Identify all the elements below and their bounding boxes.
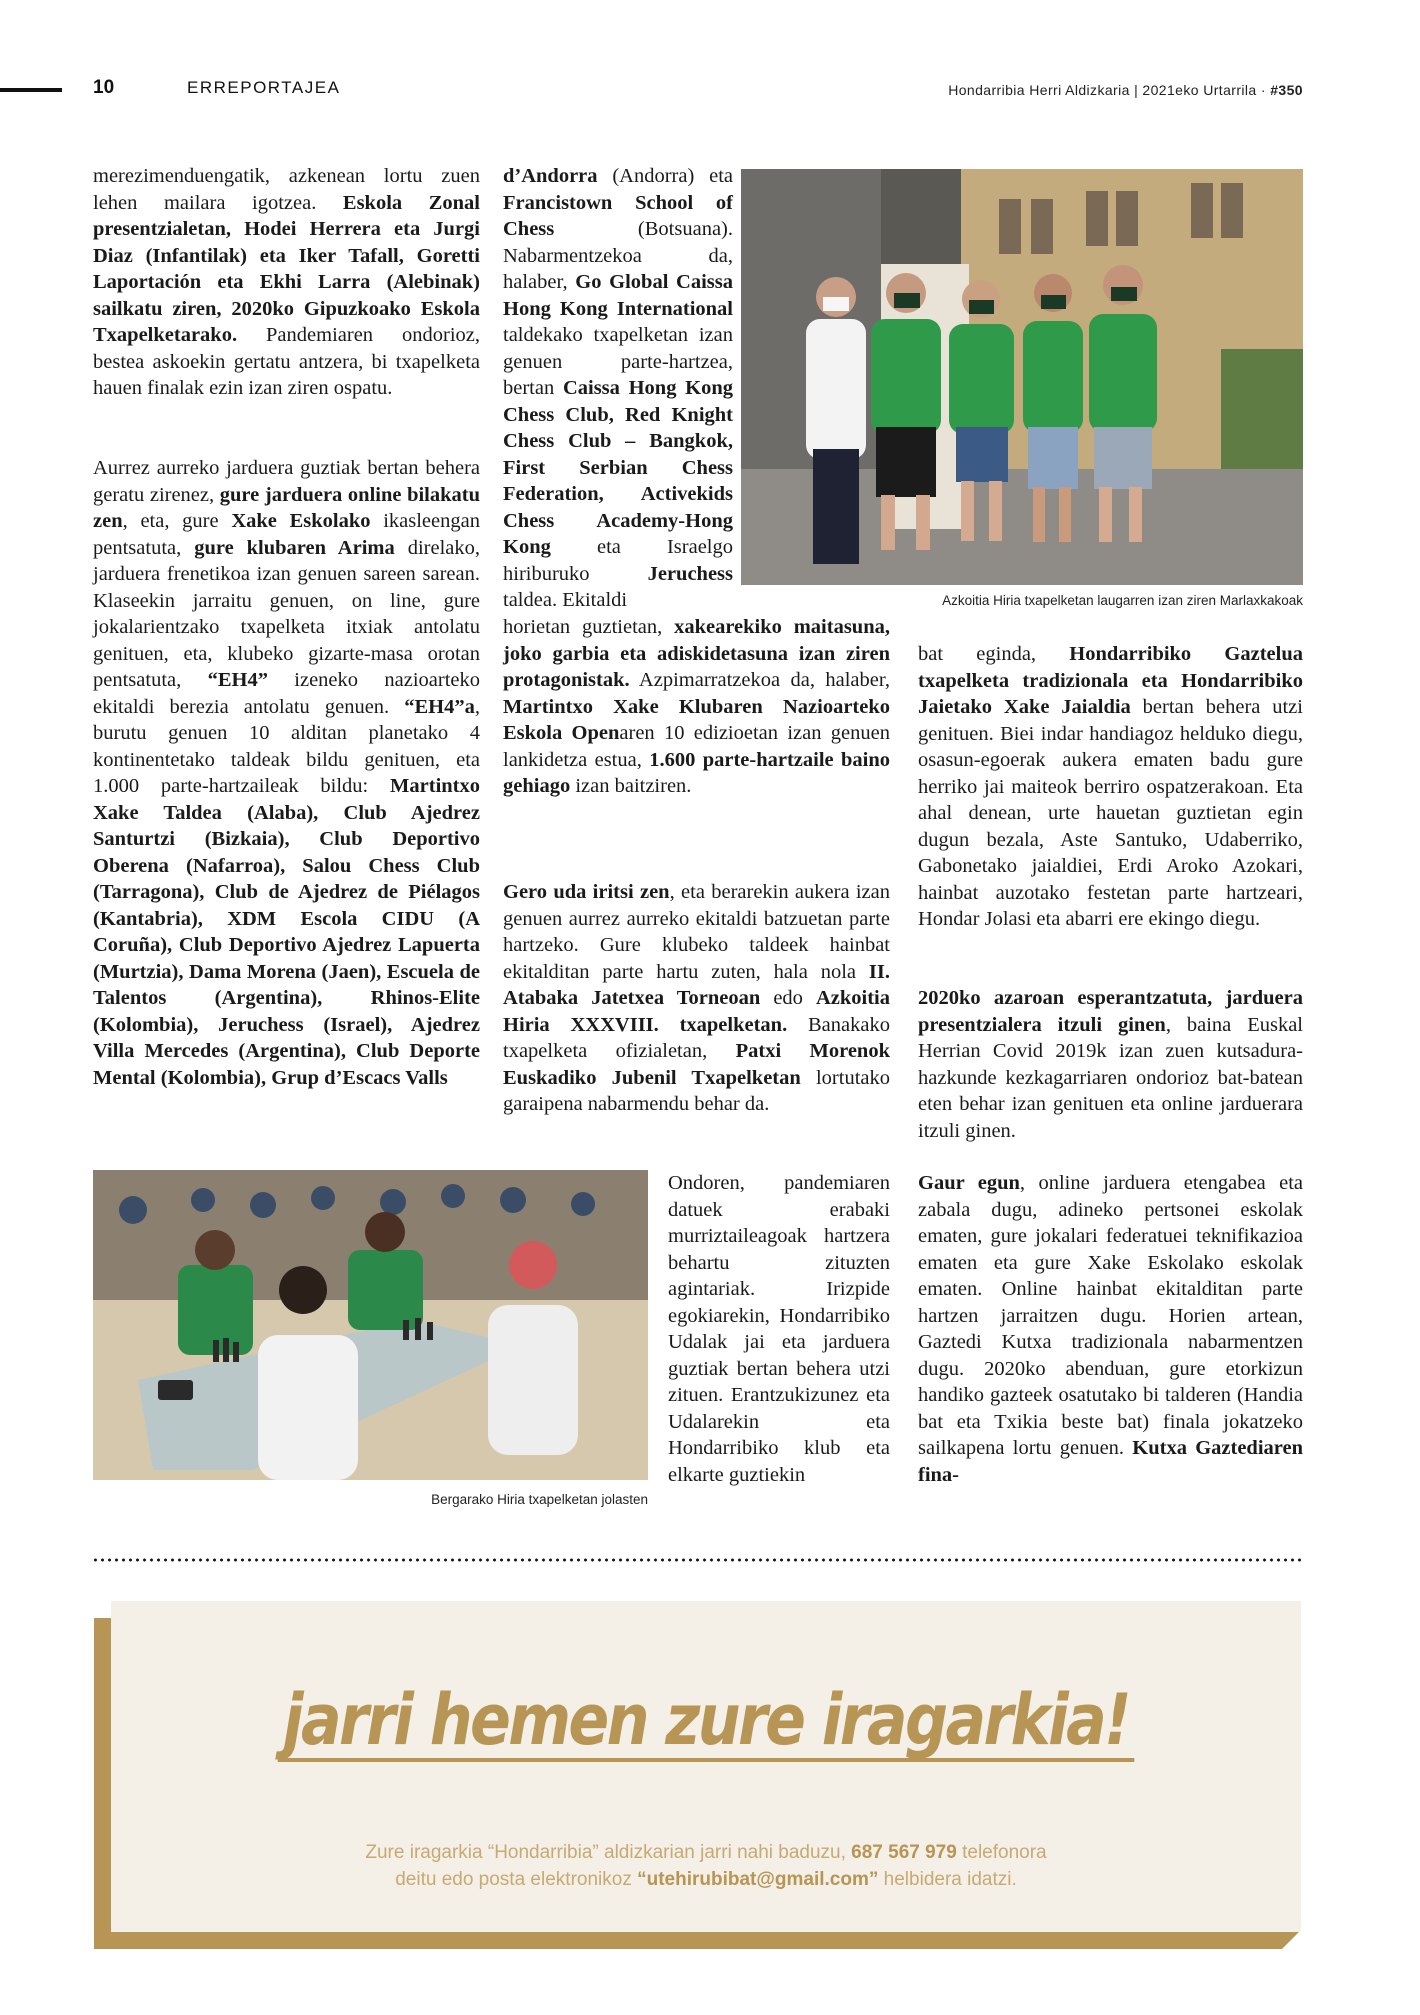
ad-phone[interactable]: 687 567 979 — [851, 1842, 957, 1863]
page-number: 10 — [93, 77, 115, 98]
text-run: eta Israelgo hiriburuko — [503, 536, 733, 585]
team-photo-caption: Azkoitia Hiria txapelketan laugarren izan ziren Marlaxkakoak — [942, 593, 1303, 608]
text-run: , eta, gure — [122, 510, 232, 532]
bold-text-run: d’Andorra — [503, 165, 598, 187]
section-title: ERREPORTAJEA — [187, 78, 341, 97]
text-run: lortutako garaipena nabarmendu behar da. — [503, 1066, 890, 1115]
article-col3-para2 — [918, 985, 1303, 1144]
text-run: Ondoren, pandemiaren datuek erabaki murriztaileagoak hartzera behartu zituzten agintariak. Irizpide egokiarekin, Hondarribiko Udalak jai eta jarduera guztiak bertan behera utzi zituen. Erantzukizunez eta Udalarekin eta Hondarribiko klub eta elkarte guztiekin — [668, 1172, 890, 1486]
bold-text-run: Hondarribiko Gaztelua txapelketa tradizionala eta Hondarribiko Jaietako Xake Jaialdia — [918, 643, 1303, 718]
text-run: izan baitziren. — [570, 775, 692, 797]
text-run: Banakako txapelketa ofizialetan, — [503, 1013, 890, 1062]
bold-text-run: Martintxo Xake Taldea (Alaba), Club Ajedrez Santurtzi (Bizkaia), Club Deportivo Oberena (Nafarroa), Salou Chess Club (Tarragona), Club de Ajedrez de Piélagos (Kantabria), XDM Escola CIDU (A Coruña), Club Deportivo Ajedrez Lapuerta (Murtzia), Dama Morena (Jaen), Escuela de Talentos (Argentina), Rhinos-Elite (Kolombia), Jeruchess (Israel), Ajedrez Villa Mercedes (Argentina), Club Deporte Mental (Kolombia), Grup d’Escacs Valls — [93, 775, 480, 1089]
ad-shadow-bottom — [94, 1931, 1300, 1949]
text-run: Pandemiaren ondorioz, bestea askoekin gertatu antzera, bi txapelketa hauen finalak ezin izan ziren ospatu. — [93, 324, 480, 399]
text-run: direlako, jarduera frenetikoa izan genuen sareen sarean. Klaseekin jarraitu genuen, on line, gure jokalarientzako txapelketa itxiak antolatu genituen, eta, klubeko gizarte-masa orotan pentsatuta, — [93, 536, 480, 691]
ad-box — [111, 1601, 1301, 1932]
text-run: taldekako txapelketan izan genuen parte-hartzea, bertan — [503, 324, 733, 399]
text-run: izeneko nazioarteko ekitaldi berezia antolatu genuen. — [93, 669, 480, 718]
bold-text-run: Jeruchess — [647, 562, 733, 585]
article-col1-para2 — [93, 455, 480, 1091]
bold-text-run: xakearekiko maitasuna, joko garbia eta adiskidetasuna izan ziren protagonistak. — [503, 616, 890, 691]
ad-title — [194, 1679, 1217, 1762]
bold-text-run: II. Atabaka Jatetxea Torneoan — [503, 960, 890, 1009]
bold-text-run: Xake Eskolako — [231, 510, 371, 532]
text-run: (Andorra) eta — [597, 165, 733, 187]
text-run: taldea. Ekitaldi — [503, 589, 628, 611]
text-run: , baina Euskal Herrian Covid 2019k izan zuen kutsadura-hazkunde kezkagarriaren ondorioz bat-batean eten behar izan genituen eta online jarduerara itzuli ginen. — [918, 1013, 1303, 1142]
text-run: aren 10 edizioetan izan genuen lankidetza estua, — [503, 722, 890, 771]
team-photo — [741, 169, 1303, 585]
bold-text-run: Eskola Zonal presentzialetan, Hodei Herrera eta Jurgi Diaz (Infantilak) eta Iker Tafall, Goretti Laportación eta Ekhi Larra (Alebinak) sailkatu ziren, 2020ko Gipuzkoako Eskola Txapelketarako. — [93, 191, 480, 346]
header-rule — [0, 88, 62, 92]
bold-text-run: Gaur egun — [918, 1172, 1020, 1194]
bold-text-run: Caissa Hong Kong Chess Club, Red Knight Chess Club – Bangkok, First Serbian Chess Federation, Activekids Chess Academy-Hong Kong — [503, 377, 733, 558]
tournament-photo-illustration — [93, 1170, 648, 1480]
text-run: ikasleengan pentsatuta, — [93, 510, 480, 559]
bold-text-run: Francistown School of Chess — [503, 191, 733, 240]
text-run: , online jarduera etengabea eta zabala dugu, adineko pertsonei eskolak ematen, gure jokalari federatuei teknifikazioa ematen eta gure Xake Eskolako eskolak ematen. Online hainbat ekitalditan parte hartzen jarraitzen dugu. Horien artean, Gaztedi Kutxa tradizionala nabarmentzen dugu. 2020ko abenduan, gure etorkizun handiko gazteek osatutako bi talderen (Handia bat eta Txikia beste bat) finala jokatzeko sailkapena lortu genuen. — [918, 1172, 1304, 1459]
bold-text-run: Patxi Morenok Euskadiko Jubenil Txapelketan — [503, 1040, 890, 1089]
ad-line2-pre: deitu edo posta elektronikoz — [395, 1869, 638, 1890]
ad-line1-pre: Zure iragarkia “Hondarribia” aldizkarian jarri nahi baduzu, — [365, 1842, 852, 1863]
bold-text-run: Kutxa Gaztediaren fina- — [918, 1437, 1304, 1486]
article-col2-para2 — [503, 879, 890, 1118]
team-photo-illustration — [741, 169, 1303, 585]
publication-info — [948, 82, 1303, 98]
text-run: bertan behera utzi genituen. Biei indar handiagoz helduko diegu, osasun-egoerak aukera ematen badu gure herriko jai maiteok berriro ospatzerakoan. Eta ahal denean, urte hauetan guztietan egin dugun bezala, Aste Santuko, Udaberriko, Gabonetako jaialdiei, Erdi Aroko Azokari, hainbat auzotako festetan parte hartzeari, Hondar Jolasi eta abarri ere ekingo diegu. — [918, 696, 1303, 930]
text-run: horietan guztietan, — [503, 616, 675, 638]
bold-text-run: Martintxo Xake Klubaren Nazioarteko Eskola Open — [503, 695, 890, 744]
article-col2-para3 — [668, 1170, 890, 1488]
ad-text — [111, 1839, 1301, 1893]
ad-title-text: jarri hemen zure iragarkia! — [278, 1684, 1134, 1762]
bold-text-run: 1.600 parte-hartzaile baino gehiago — [503, 748, 890, 797]
bold-text-run: Go Global Caissa Hong Kong International — [503, 271, 734, 320]
tournament-photo — [93, 1170, 648, 1480]
text-run: , eta berarekin aukera izan genuen aurrez aurreko ekitaldi batzuetan parte hartzeko. Gure klubeko taldeek hainbat ekitalditan parte hartu zuten, hala nola — [503, 881, 890, 983]
article-col2-para1a — [503, 163, 733, 614]
text-run: edo — [760, 987, 816, 1009]
bold-text-run: Gero uda iritsi zen — [503, 881, 670, 903]
text-run: , burutu genuen 10 alditan planetako 4 kontinentetako taldeak bildu genituen, eta 1.000 parte-hartzaileak bildu: — [93, 695, 480, 797]
bold-text-run: “EH4”a — [404, 695, 475, 718]
text-run: Aurrez aurreko jarduera guztiak bertan behera geratu zirenez, — [93, 457, 480, 506]
text-run: bat eginda, — [918, 643, 1070, 665]
dotted-separator — [92, 1558, 1303, 1562]
ad-email[interactable]: “utehirubibat@gmail.com” — [637, 1869, 879, 1890]
text-run: Azpimarratzekoa da, halaber, — [629, 669, 890, 691]
article-col2-para1b — [503, 614, 890, 800]
text-run: merezimenduengatik, azkenean lortu zuen lehen mailara igotzea. — [93, 165, 480, 214]
bold-text-run: “EH4” — [207, 669, 268, 691]
ad-line2-post: helbidera idatzi. — [878, 1869, 1017, 1890]
tournament-photo-caption: Bergarako Hiria txapelketan jolasten — [431, 1492, 648, 1507]
bold-text-run: Azkoitia Hiria XXXVIII. txapelketan. — [503, 987, 890, 1036]
article-col3-para1 — [918, 641, 1303, 933]
text-run: (Botsuana). Nabarmentzekoa da, halaber, — [503, 218, 733, 293]
publication-name: Hondarribia Herri Aldizkaria | 2021eko Urtarrila · — [948, 82, 1271, 98]
article-col1-para1 — [93, 163, 480, 402]
ad-line1-post: telefonora — [956, 1842, 1047, 1863]
bold-text-run: gure jarduera online bilakatu zen — [93, 483, 480, 532]
bold-text-run: 2020ko azaroan esperantzatuta, jarduera presentzialera itzuli ginen — [918, 987, 1303, 1036]
ad-shadow-left — [94, 1618, 112, 1949]
article-col3-para3 — [918, 1170, 1303, 1488]
issue-number: #350 — [1270, 82, 1303, 98]
bold-text-run: gure klubaren Arima — [194, 536, 395, 559]
